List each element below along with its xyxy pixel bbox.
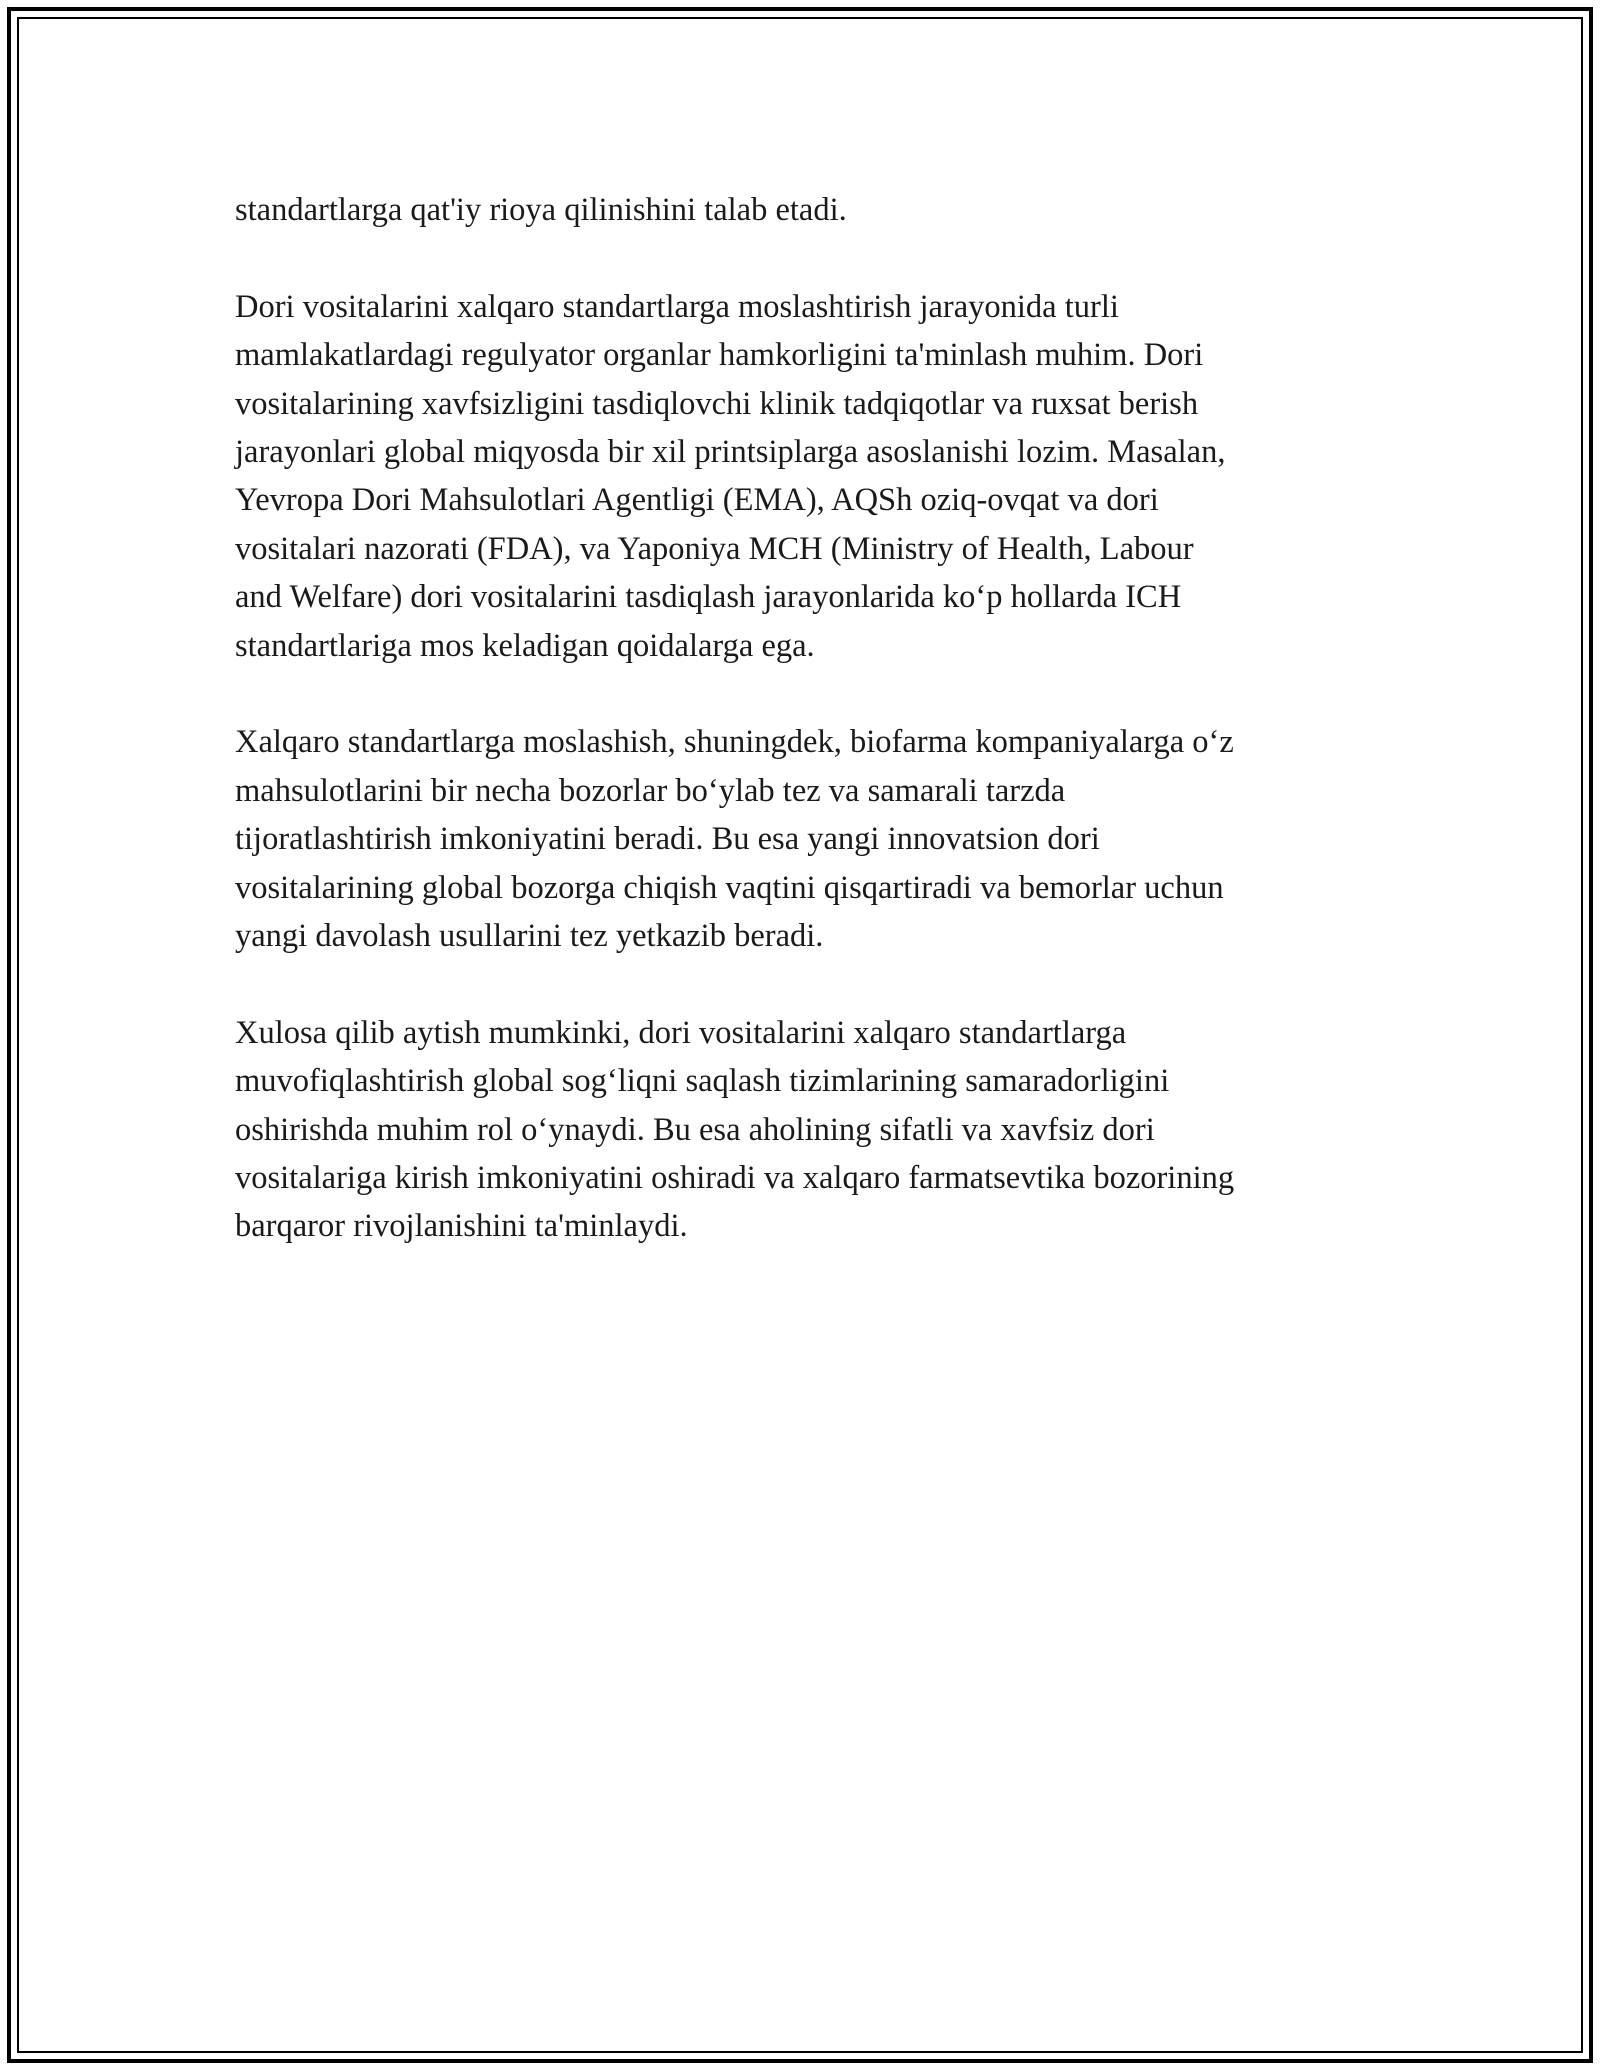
text-line: and Welfare) dori vositalarini tasdiqlash jarayonlarida koʻp hollarda ICH [235, 579, 1182, 616]
text-line: standartlariga mos keladigan qoidalarga ega. [235, 627, 815, 664]
text-line: barqaror rivojlanishini ta'minlaydi. [235, 1208, 688, 1245]
text-line: jarayonlari global miqyosda bir xil printsiplarga asoslanishi lozim. Masalan, [235, 434, 1226, 471]
page-content [235, 186, 1385, 1299]
text-line: standartlarga qat'iy rioya qilinishini talab etadi. [235, 192, 847, 228]
paragraph-1 [235, 186, 1385, 234]
text-line: Yevropa Dori Mahsulotlari Agentligi (EMA), AQSh oziq-ovqat va dori [235, 482, 1159, 519]
text-line: muvofiqlashtirish global sogʻliqni saqlash tizimlarining samaradorligini [235, 1063, 1170, 1100]
text-line: tijoratlashtirish imkoniyatini beradi. Bu esa yangi innovatsion dori [235, 821, 1100, 858]
text-line: mamlakatlardagi regulyator organlar hamkorligini ta'minlash muhim. Dori [235, 337, 1204, 374]
text-line: Xalqaro standartlarga moslashish, shuningdek, biofarma kompaniyalarga oʻz [235, 724, 1234, 761]
paragraph-2 [235, 283, 1385, 670]
text-line: Xulosa qilib aytish mumkinki, dori vositalarini xalqaro standartlarga [235, 1014, 1127, 1051]
text-line: yangi davolash usullarini tez yetkazib beradi. [235, 918, 824, 955]
text-line: oshirishda muhim rol oʻynaydi. Bu esa aholining sifatli va xavfsiz dori [235, 1111, 1155, 1148]
text-line: vositalari nazorati (FDA), va Yaponiya MCH (Ministry of Health, Labour [235, 530, 1194, 567]
text-line: mahsulotlarini bir necha bozorlar boʻylab tez va samarali tarzda [235, 772, 1066, 809]
text-line: vositalarining global bozorga chiqish vaqtini qisqartiradi va bemorlar uchun [235, 869, 1224, 906]
text-line: vositalarining xavfsizligini tasdiqlovchi klinik tadqiqotlar va ruxsat berish [235, 385, 1199, 422]
paragraph-3 [235, 718, 1385, 960]
text-line: Dori vositalarini xalqaro standartlarga moslashtirish jarayonida turli [235, 288, 1119, 325]
paragraph-4 [235, 1009, 1385, 1251]
text-line: vositalariga kirish imkoniyatini oshiradi va xalqaro farmatsevtika bozorining [235, 1160, 1235, 1197]
